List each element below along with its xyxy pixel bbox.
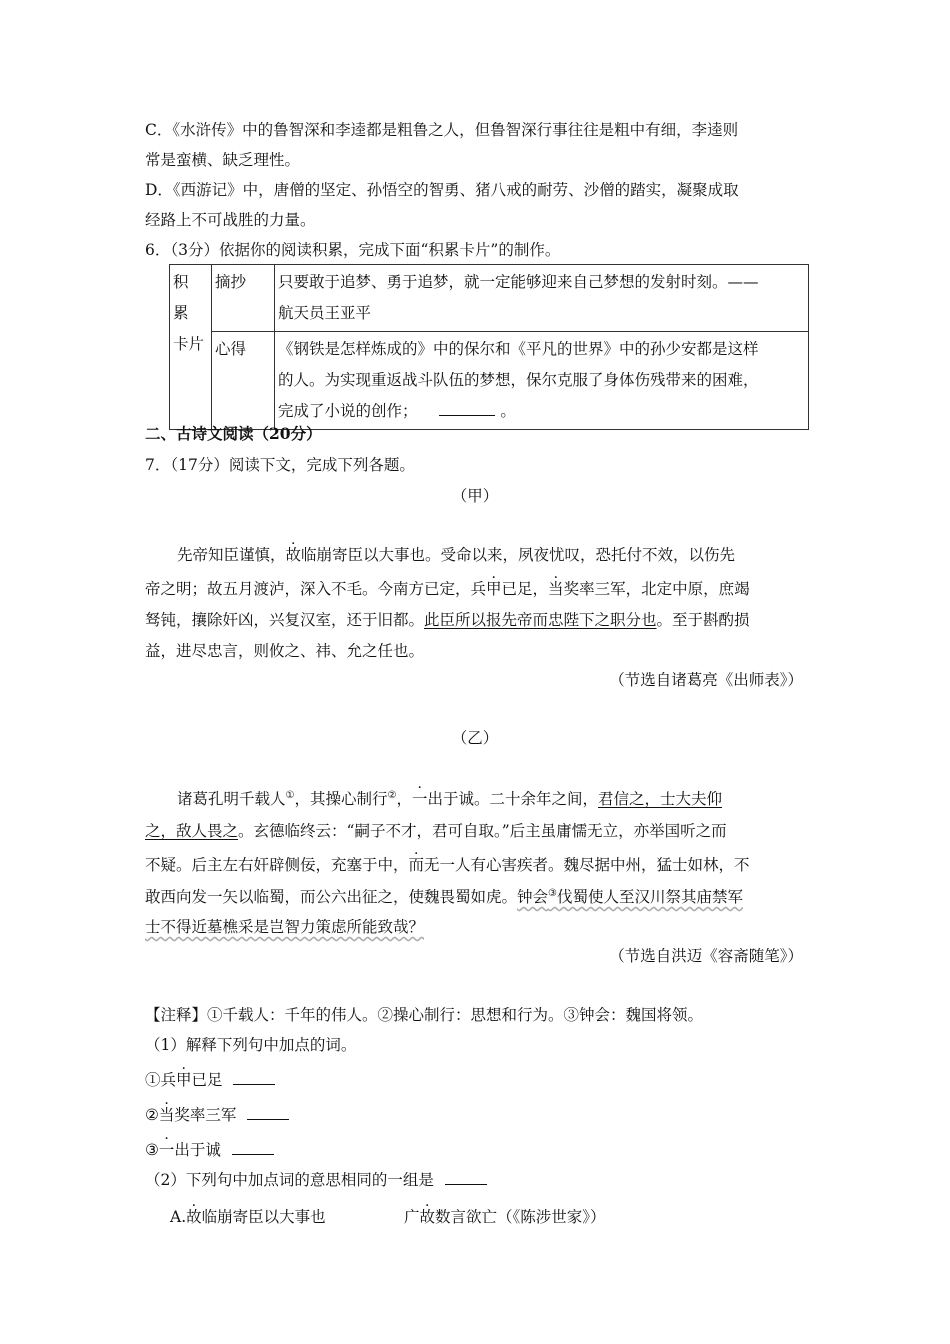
answer-blank[interactable] [232,1139,274,1156]
text: 驽钝，攘除奸凶，兴复汉室，还于旧都。 [145,611,425,629]
subquestion-1-item-3 [145,1138,274,1160]
text: （2）下列句中加点词的意思相同的一组是 [145,1171,434,1189]
dotted-char: 一 [158,1141,175,1159]
text: 已足 [191,1071,223,1089]
text: 帝之明；故五月渡泸，深入不毛。今南方已定，兵 [145,580,487,598]
insight-end: 。 [500,402,516,420]
text: 敢西向发一矢以临蜀，而公六出征之，使魏畏蜀如虎。 [145,888,518,906]
text: 诸葛孔明千载人 [177,790,286,808]
section-2-title: 二、古诗文阅读（20分） [145,424,322,443]
passage-jia-source: （节选自诸葛亮《出师表》） [609,671,803,689]
wavy-underlined-text [517,888,743,906]
excerpt-content [275,265,809,332]
text: 奖率三军，北定中原，庶竭 [563,580,750,598]
text: 出于诚。二十余年之间， [427,790,599,808]
text: 钟会 [517,888,549,906]
subquestion-1-item-2 [145,1103,289,1125]
text: 不疑。后主左右奸辟侧佞，充塞于中， [145,856,409,874]
option-d-line-2: 经路上不可战胜的力量。 [145,211,316,229]
answer-blank[interactable] [445,1169,487,1186]
text: 奖率三军 [174,1106,237,1124]
passage-jia-line-4: 益，进尽忠言，则攸之、祎、允之任也。 [145,642,425,660]
text: 。玄德临终云：“嗣子不才，君可自取。”后主虽庸懦无立，亦举国听之而 [238,822,727,840]
excerpt-line: 只要敢于追梦、勇于追梦，就一定能够迎来自己梦想的发射时刻。—— [278,273,759,291]
answer-blank[interactable] [439,400,495,417]
option-d-line-1: D．《西游记》中，唐僧的坚定、孙悟空的智勇、猪八戒的耐劳、沙僧的踏实，凝聚成取 [145,181,739,199]
dotted-char: 故 [419,1208,436,1226]
text: 已足， [501,580,549,598]
passage-jia-heading: （甲） [451,487,499,505]
text: 。至于斟酌损 [656,611,750,629]
insight-text: 完成了小说的创作； [278,402,418,420]
text: 伐蜀使人至汉川祭其庙禁军 [557,888,744,906]
passage-yi-line-5 [145,915,424,937]
excerpt-line: 航天员王亚平 [278,304,372,322]
dotted-char: 甲 [176,1071,192,1089]
card-label-line-2: 卡片 [173,335,205,353]
underlined-sentence: 之，敌人畏之 [145,822,239,840]
text: ，其操心制行 [294,790,388,808]
accumulation-card-table [169,264,809,430]
text: 先帝知臣谨慎， [177,546,286,564]
passage-yi-line-2 [145,819,727,841]
text: 无一人有心害疾者。魏尽据中州，猛士如林，不 [424,856,750,874]
insight-line: 的人。为实现重返战斗队伍的梦想，保尔克服了身体伤残带来的困难， [278,371,759,389]
text: ， [396,790,412,808]
text: A. [170,1208,187,1226]
dotted-char: 故 [186,1208,202,1226]
answer-blank[interactable] [247,1104,289,1121]
dotted-char: 故 [285,546,302,564]
text: 临崩寄臣以大事也 [201,1208,326,1226]
option-c-line-1: C．《水浒传》中的鲁智深和李逵都是粗鲁之人，但鲁智深行事往往是粗中有细，李逵则 [145,121,739,139]
text: 广 [404,1208,420,1226]
excerpt-label: 摘抄 [212,265,275,332]
question-6-stem: 6．（3分）依据你的阅读积累，完成下面“积累卡片”的制作。 [145,241,561,259]
card-label-line-1: 积 累 [173,273,189,322]
card-label-cell [170,265,212,430]
insight-content [275,332,809,430]
insight-label: 心得 [212,332,275,430]
subquestion-1-item-1 [145,1068,275,1090]
subquestion-2-option-a [170,1205,326,1227]
passage-yi-heading: （乙） [451,729,499,747]
passage-jia-line-1 [177,543,735,565]
dotted-char: 而 [408,856,425,874]
annotations: 【注释】①千载人：千年的伟人。②操心制行：思想和行为。③钟会：魏国将领。 [145,1006,704,1024]
dotted-char: 一 [411,790,428,808]
subquestion-2-option-a-pair [404,1205,606,1227]
text: 临崩寄臣以大事也。受命以来，夙夜忧叹，恐托付不效，以伤先 [301,546,736,564]
footnote-mark: ② [387,789,397,801]
footnote-mark: ③ [548,887,557,899]
dotted-char: 甲 [486,580,502,598]
passage-yi-line-3 [145,853,750,875]
passage-jia-line-2 [145,577,750,599]
text: 出于诚 [174,1141,221,1159]
text: 数言欲亡（《陈涉世家》） [435,1208,606,1226]
passage-yi-source: （节选自洪迈《容斋随笔》） [609,947,803,965]
passage-yi-line-4 [145,885,743,907]
text: ③ [145,1141,159,1159]
underlined-sentence: 君信之，士大夫仰 [598,790,723,808]
option-c-line-2: 常是蛮横、缺乏理性。 [145,151,301,169]
passage-yi-line-1 [177,787,722,809]
dotted-char: 当 [548,580,564,598]
text: ①兵 [145,1071,177,1089]
insight-line: 《钢铁是怎样炼成的》中的保尔和《平凡的世界》中的孙少安都是这样 [278,340,759,358]
wavy-underlined-text: 士不得近墓樵采是岂智力策虑所能致哉？ [145,918,425,936]
question-7-stem: 7．（17分）阅读下文，完成下列各题。 [145,456,415,474]
underlined-sentence: 此臣所以报先帝而忠陛下之职分也 [424,611,657,629]
dotted-char: 当 [158,1106,175,1124]
insight-line [278,396,805,427]
text: ② [145,1106,159,1124]
subquestion-1-stem: （1）解释下列句中加点的词。 [145,1036,357,1054]
subquestion-2-stem [145,1168,487,1190]
answer-blank[interactable] [233,1069,275,1086]
footnote-mark: ① [285,789,295,801]
passage-jia-line-3 [145,608,750,630]
